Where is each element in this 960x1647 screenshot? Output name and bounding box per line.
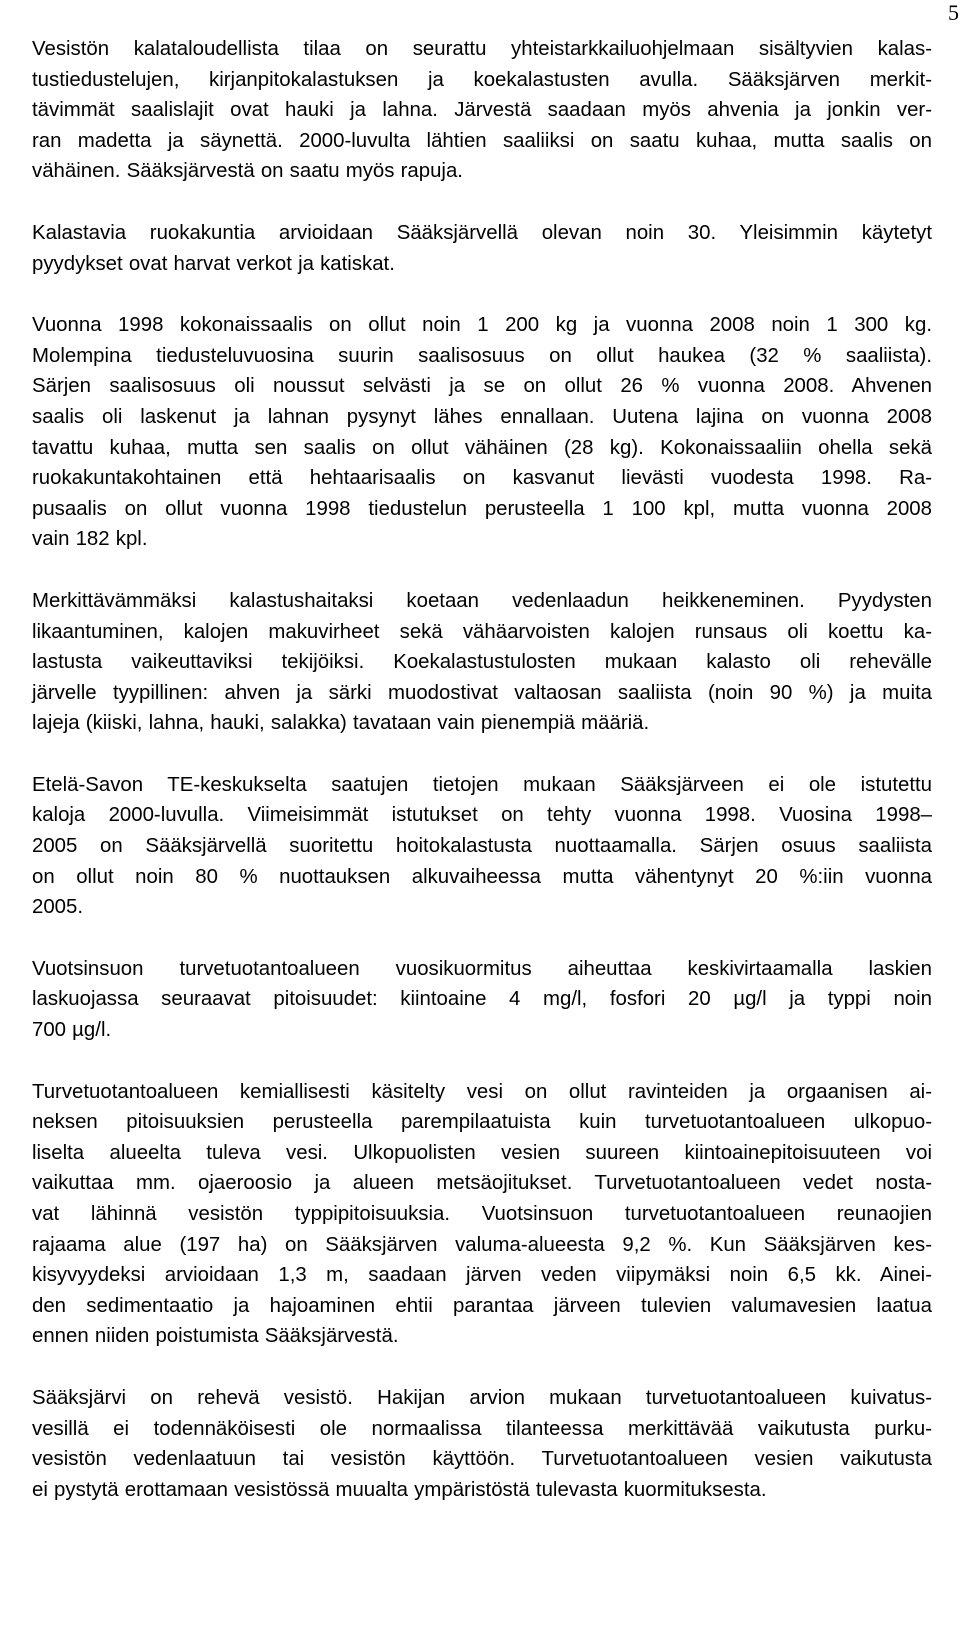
paragraph-line: 700 µg/l. — [32, 1019, 112, 1042]
paragraph-line: vaikuttaa mm. ojaeroosio ja alueen metsäojitukset. Turvetuotantoalueen vedet nosta- — [32, 1172, 932, 1195]
paragraph-line: ruokakuntakohtainen että hehtaarisaalis on kasvanut lievästi vuodesta 1998. Ra- — [32, 467, 932, 490]
paragraph-line: Vuonna 1998 kokonaissaalis on ollut noin 1 200 kg ja vuonna 2008 noin 1 300 kg. — [32, 314, 932, 337]
paragraph — [32, 34, 932, 187]
paragraph — [32, 218, 932, 279]
paragraph-line: Turvetuotantoalueen kemiallisesti käsitelty vesi on ollut ravinteiden ja orgaanisen ai- — [32, 1080, 932, 1103]
paragraph — [32, 954, 932, 1046]
paragraph-line: on ollut noin 80 % nuottauksen alkuvaiheessa mutta vähentynyt 20 %:iin vuonna — [32, 865, 932, 888]
paragraph-line: tustiedustelujen, kirjanpitokalastuksen ja koekalastusten avulla. Sääksjärven merkit- — [32, 68, 932, 91]
paragraph-line: 2005. — [32, 896, 84, 919]
paragraph-line: laskuojassa seuraavat pitoisuudet: kiintoaine 4 mg/l, fosfori 20 µg/l ja typpi noin — [32, 988, 932, 1011]
paragraph-line: pusaalis on ollut vuonna 1998 tiedustelun perusteella 1 100 kpl, mutta vuonna 2008 — [32, 497, 932, 520]
paragraph-line: ei pystytä erottamaan vesistössä muualta ympäristöstä tulevasta kuormituksesta. — [32, 1478, 767, 1501]
paragraph-line: rajaama alue (197 ha) on Sääksjärven valuma-alueesta 9,2 %. Kun Sääksjärven kes- — [32, 1233, 932, 1256]
paragraph-line: tavattu kuhaa, mutta sen saalis on ollut vähäinen (28 kg). Kokonaissaaliin ohella sekä — [32, 436, 932, 459]
paragraph-line: kisyvyydeksi arvioidaan 1,3 m, saadaan järven veden viipymäksi noin 6,5 kk. Ainei- — [32, 1264, 932, 1287]
paragraph-line: ennen niiden poistumista Sääksjärvestä. — [32, 1325, 399, 1348]
document-body — [32, 34, 932, 1536]
paragraph-line: Vuotsinsuon turvetuotantoalueen vuosikuormitus aiheuttaa keskivirtaamalla laskien — [32, 957, 932, 980]
paragraph-line: Molempina tiedusteluvuosina suurin saalisosuus on ollut haukea (32 % saaliista). — [32, 344, 932, 367]
paragraph-line: vesistön vedenlaatuun tai vesistön käyttöön. Turvetuotantoalueen vesien vaikutusta — [32, 1448, 932, 1471]
page-number: 5 — [948, 0, 959, 25]
paragraph-line: tävimmät saalislajit ovat hauki ja lahna. Järvestä saadaan myös ahvenia ja jonkin ver- — [32, 99, 932, 122]
paragraph — [32, 1383, 932, 1505]
paragraph-line: Vesistön kalataloudellista tilaa on seurattu yhteistarkkailuohjelmaan sisältyvien kalas- — [32, 38, 932, 60]
paragraph-line: liselta alueelta tuleva vesi. Ulkopuolisten vesien suureen kiintoainepitoisuuteen voi — [32, 1141, 932, 1164]
paragraph — [32, 310, 932, 555]
paragraph-line: vat lähinnä vesistön typpipitoisuuksia. Vuotsinsuon turvetuotantoalueen reunaojien — [32, 1203, 932, 1225]
paragraph-line: Sääksjärvi on rehevä vesistö. Hakijan arvion mukaan turvetuotantoalueen kuivatus- — [32, 1386, 932, 1409]
paragraph-line: likaantuminen, kalojen makuvirheet sekä vähäarvoisten kalojen runsaus oli koettu ka- — [32, 620, 932, 643]
paragraph-line: neksen pitoisuuksien perusteella parempilaatuista kuin turvetuotantoalueen ulkopuo- — [32, 1111, 932, 1134]
paragraph-line: saalis oli laskenut ja lahnan pysynyt lähes ennallaan. Uutena lajina on vuonna 2008 — [32, 405, 932, 428]
paragraph-line: ran madetta ja säynettä. 2000-luvulta lähtien saaliiksi on saatu kuhaa, mutta saalis on — [32, 129, 932, 152]
paragraph-line: vähäinen. Sääksjärvestä on saatu myös rapuja. — [32, 160, 463, 183]
paragraph-line: lastusta vaikeuttaviksi tekijöiksi. Koekalastustulosten mukaan kalasto oli rehevälle — [32, 651, 932, 674]
paragraph-line: vain 182 kpl. — [32, 528, 148, 551]
paragraph-line: Etelä-Savon TE-keskukselta saatujen tietojen mukaan Sääksjärveen ei ole istutettu — [32, 773, 932, 796]
paragraph-line: lajeja (kiiski, lahna, hauki, salakka) tavataan vain pienempiä määriä. — [32, 712, 650, 735]
paragraph-line: pyydykset ovat harvat verkot ja katiskat. — [32, 252, 395, 275]
paragraph-line: kaloja 2000-luvulla. Viimeisimmät istutukset on tehty vuonna 1998. Vuosina 1998– — [32, 804, 932, 827]
paragraph-line: 2005 on Sääksjärvellä suoritettu hoitokalastusta nuottaamalla. Särjen osuus saaliista — [32, 835, 932, 858]
paragraph-line: den sedimentaatio ja hajoaminen ehtii parantaa järveen tulevien valumavesien laatua — [32, 1294, 932, 1317]
paragraph-line: järvelle tyypillinen: ahven ja särki muodostivat valtaosan saaliista (noin 90 %) ja muita — [32, 681, 932, 704]
paragraph-line: Merkittävämmäksi kalastushaitaksi koetaan vedenlaadun heikkeneminen. Pyydysten — [32, 589, 932, 612]
paragraph — [32, 770, 932, 923]
paragraph-line: vesillä ei todennäköisesti ole normaalissa tilanteessa merkittävää vaikutusta purku- — [32, 1417, 932, 1440]
paragraph — [32, 1077, 932, 1352]
paragraph-line: Kalastavia ruokakuntia arvioidaan Sääksjärvellä olevan noin 30. Yleisimmin käytetyt — [32, 221, 932, 244]
paragraph — [32, 586, 932, 739]
paragraph-line: Särjen saalisosuus oli noussut selvästi ja se on ollut 26 % vuonna 2008. Ahvenen — [32, 375, 932, 398]
